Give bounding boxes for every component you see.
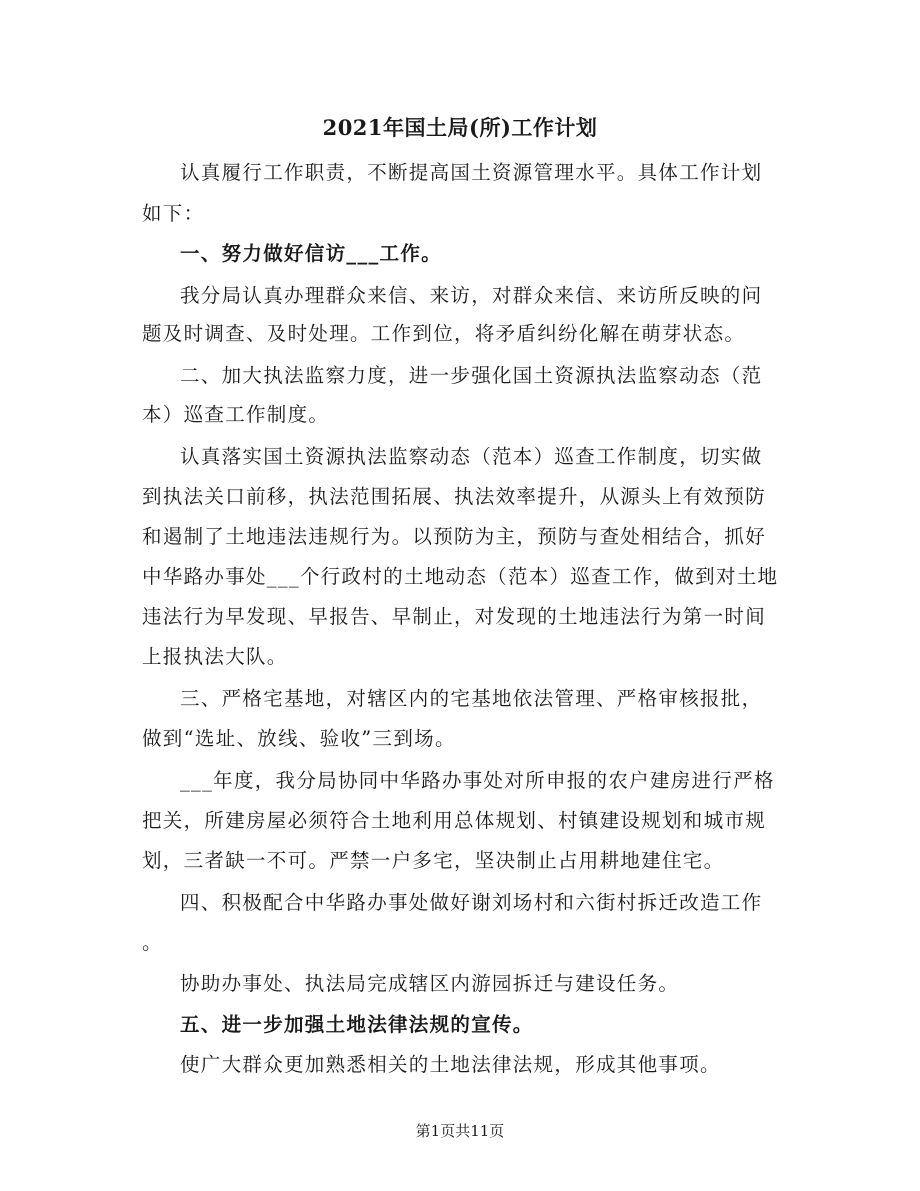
paragraph-line: 把关，所建房屋必须符合土地利用总体规划、村镇建设规划和城市规 xyxy=(142,809,767,832)
paragraph-line: 三、严格宅基地，对辖区内的宅基地依法管理、严格审核报批， xyxy=(180,687,763,710)
paragraph-line: 如下： xyxy=(142,202,205,225)
section-heading: 一、努力做好信访___工作。 xyxy=(180,242,442,265)
paragraph-line: 认真履行工作职责，不断提高国土资源管理水平。具体工作计划 xyxy=(180,161,763,184)
paragraph-line: 中华路办事处___个行政村的土地动态（范本）巡查工作，做到对土地 xyxy=(142,565,779,588)
paragraph-line: 二、加大执法监察力度，进一步强化国土资源执法监察动态（范 xyxy=(180,364,763,387)
paragraph-line: 使广大群众更加熟悉相关的土地法律法规，形成其他事项。 xyxy=(180,1053,721,1076)
paragraph-line: 和遏制了土地违法违规行为。以预防为主，预防与查处相结合，抓好 xyxy=(142,525,767,548)
paragraph-line: 认真落实国土资源执法监察动态（范本）巡查工作制度，切实做 xyxy=(180,445,763,468)
paragraph-line: 违法行为早发现、早报告、早制止，对发现的土地违法行为第一时间 xyxy=(142,605,767,628)
document-title: 2021年国土局(所)工作计划 xyxy=(322,115,598,140)
paragraph-line: 四、积极配合中华路办事处做好谢刘场村和六街村拆迁改造工作 xyxy=(180,891,763,914)
paragraph-line: ___年度，我分局协同中华路办事处对所申报的农户建房进行严格 xyxy=(180,769,775,792)
page-footer: 第1页共11页 xyxy=(415,1122,505,1140)
paragraph-line: 我分局认真办理群众来信、来访，对群众来信、来访所反映的问 xyxy=(180,284,763,307)
paragraph-line: 到执法关口前移，执法范围拓展、执法效率提升，从源头上有效预防 xyxy=(142,485,767,508)
paragraph-line: 。 xyxy=(142,931,163,954)
paragraph-line: 题及时调查、及时处理。工作到位，将矛盾纠纷化解在萌芽状态。 xyxy=(142,322,746,345)
section-heading: 五、进一步加强土地法律法规的宣传。 xyxy=(180,1013,534,1036)
paragraph-line: 做到“选址、放线、验收”三到场。 xyxy=(142,727,456,750)
paragraph-line: 协助办事处、执法局完成辖区内游园拆迁与建设任务。 xyxy=(180,972,680,995)
paragraph-line: 划，三者缺一不可。严禁一户多宅，坚决制止占用耕地建住宅。 xyxy=(142,849,725,872)
paragraph-line: 本）巡查工作制度。 xyxy=(142,403,330,426)
paragraph-line: 上报执法大队。 xyxy=(142,645,288,668)
